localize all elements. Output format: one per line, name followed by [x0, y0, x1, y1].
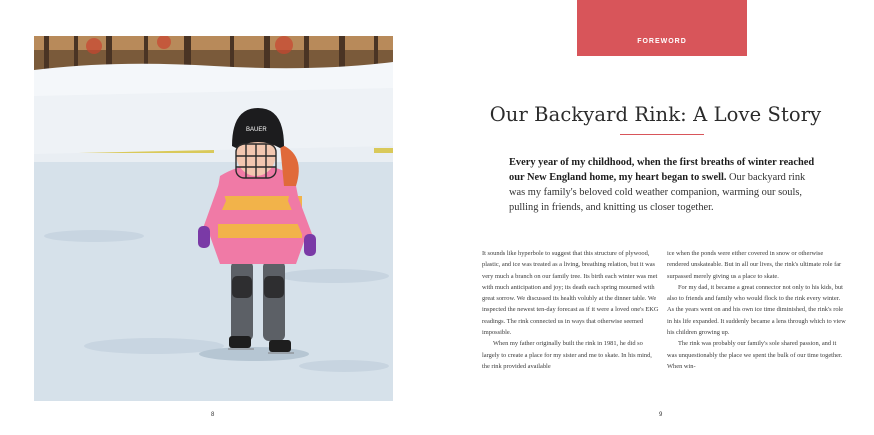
column2-paragraph: For my dad, it became a great connector not only to his kids, but also to friends and family who would flock to the rink every winter. As the years went on and his own ice time diminished, the rink's role in his life expanded. It suddenly became a lens through which to view his children growing up. [667, 283, 846, 337]
right-page [437, 0, 874, 435]
intro-paragraph [509, 155, 819, 215]
column2-paragraph: ice when the ponds were either covered in snow or otherwise rendered unskateable. But in all our lives, the rink's ultimate role far surpassed merely giving us a place to skate. [667, 250, 842, 280]
section-label: FOREWORD [637, 37, 687, 45]
title-underline [620, 134, 704, 135]
svg-text:BAUER: BAUER [246, 127, 267, 133]
page-title: Our Backyard Rink: A Love Story [489, 103, 822, 126]
column2-paragraph: The rink was probably our family's sole shared passion, and it was unquestionably the place we spent the bulk of our time together. When win- [667, 340, 843, 370]
intro-bold: Every year of my childhood, when the first breaths of winter reached our New England home, my heart began to swell. [509, 157, 815, 183]
column1-paragraph: It sounds like hyperbole to suggest that this structure of plywood, plastic, and ice was treated as a living, breathing relation, but it was very much a branch on our family tree. Its birth each winter was met with much anticipation and joy; its death each spring mourned with great sorrow. We discussed its health volubly at the dinner table. We inspected the newest ten-day forecast as if it were a loved one's EKG readings. The rink connected us in ways that otherwise seemed impossible. [482, 250, 659, 337]
section-banner [577, 0, 747, 56]
page-number-left: 8 [211, 412, 215, 418]
rink-photo [34, 36, 393, 401]
page-number-right: 9 [659, 412, 663, 418]
body-column-1 [482, 248, 661, 372]
intro-rest: Our backyard rink was my family's beloved cold weather companion, warming our souls, pulling in friends, and knitting us closer together. [509, 172, 806, 213]
body-column-2 [667, 248, 846, 372]
column1-paragraph: When my father originally built the rink in 1981, he did so largely to create a place for my sister and me to skate. In his mind, the rink provided available [482, 340, 652, 370]
